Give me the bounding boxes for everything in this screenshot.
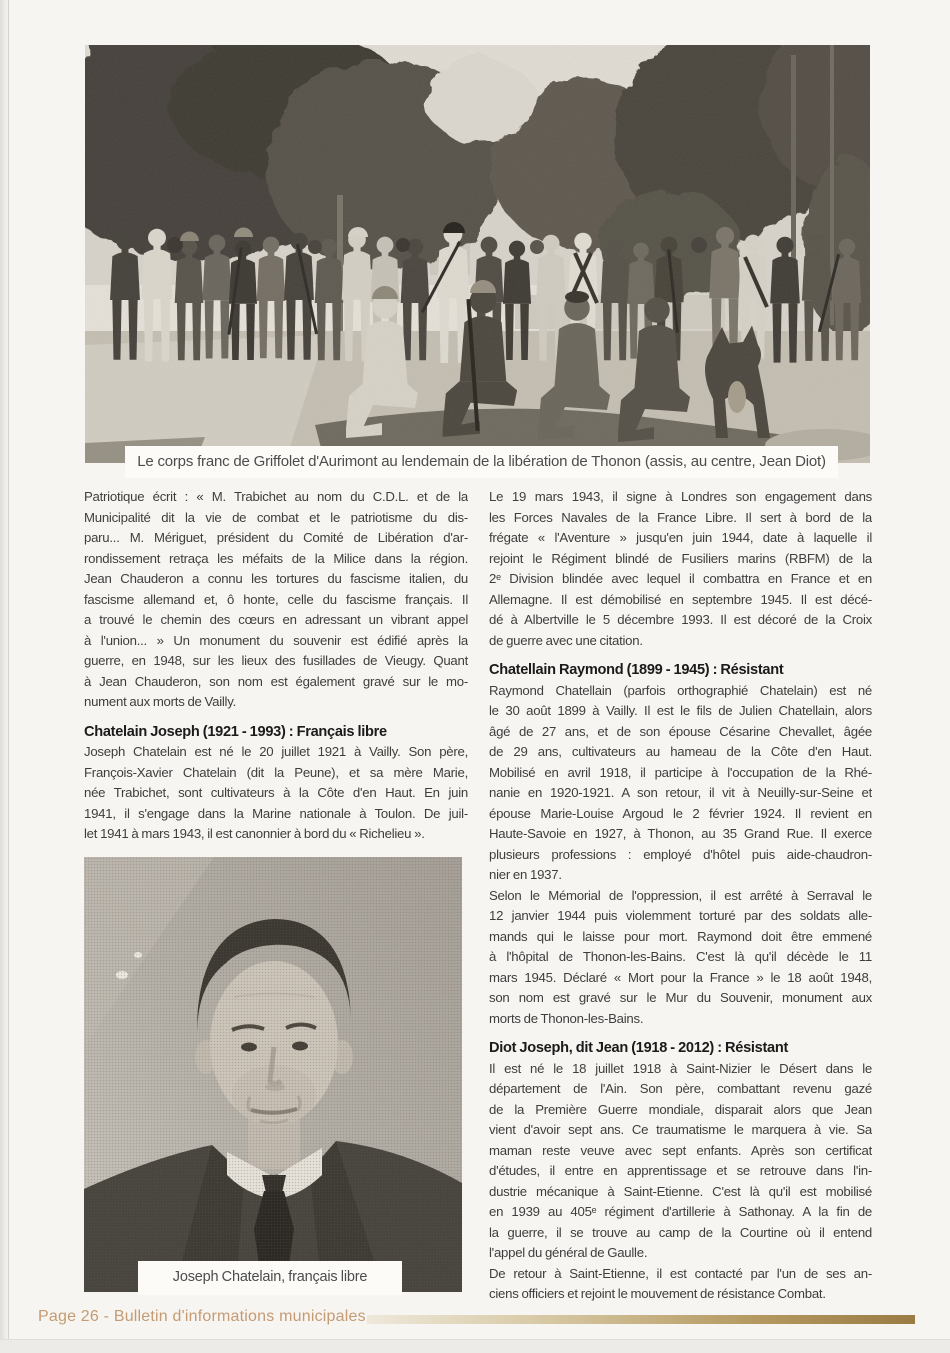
text-line: née Trabichet, sont cultivateurs à la Côte d'en Haut. En juin [84,785,468,800]
photo-grain [85,45,870,463]
text-line: morts de Thonon-les-Bains. [489,1010,644,1026]
section-heading-chatellain-raymond: Chatellain Raymond (1899 - 1945) : Résistant [489,662,784,678]
text-line: nument aux morts de Vailly. [84,694,237,709]
text-line: d'études, il entre en apprentissage et se retrouve dans l'in- [489,1163,872,1178]
text-line: à l'union... » Un monument du souvenir est édifié après la [84,632,468,648]
text-line: maman reste veuve avec sept enfants. Après son certificat [489,1142,872,1158]
text-line: Il est né le 18 juillet 1918 à Saint-Nizier le Désert dans le [489,1060,872,1076]
text-line: à Jean Chauderon, son nom est également gravé sur le mo- [84,673,468,689]
text-line: rejoint le Régiment blindé de Fusiliers marins (RBFM) de la [489,550,872,566]
text-line: épouse Marie-Louise Argoud le 2 février 1924. Il revient en [489,805,872,821]
text-line: paru... M. Mériguet, président du Comité de Libération d'ar- [84,530,468,545]
paragraph-diot-joseph-1 [489,1059,872,1264]
text-line: la guerre, il se trouve au camp de la Courtine où il entend [489,1224,872,1240]
portrait-caption: Joseph Chatelain, français libre [138,1261,402,1295]
text-line: dustrie mécanique à Saint-Etienne. C'est là qu'il est mobilisé [489,1183,872,1199]
text-line: de 29 ans, cultivateurs au hameau de la Côte d'en Haut. [489,744,872,759]
left-column [84,487,468,1305]
right-column [489,487,872,1305]
text-line: mars 1945. Déclaré « Mort pour la France » le 18 août 1948, [489,969,872,985]
text-line: François-Xavier Chatelain (dit la Peune), et sa mère Marie, [84,764,468,780]
paragraph-chatellain-raymond-2 [489,886,872,1030]
paragraph-diot-joseph-2 [489,1264,872,1305]
text-line: son nom est gravé sur le Mur du Souvenir, monument aux [489,990,872,1005]
scan-scratch-line [8,0,9,1353]
text-line: Le 19 mars 1943, il signe à Londres son engagement dans [489,489,872,504]
text-line: frégate « l'Aventure » jusqu'en juin 1944, date à laquelle il [489,530,872,545]
page-footer-text: Page 26 - Bulletin d'informations municipales [38,1308,366,1325]
text-line: département de l'Ain. Son père, combattant revenu gazé [489,1081,872,1096]
text-line: âgé de 27 ans, et de son épouse Césarine Chevallet, âgée [489,723,872,739]
text-line: Joseph Chatelain est né le 20 juillet 1921 à Vailly. Son père, [84,744,468,759]
group-photo [85,45,870,470]
portrait-image [84,857,462,1292]
text-line: mands qui le laisse pour mort. Raymond doit être emmené [489,928,872,944]
text-line: rondissement retraça les méfaits de la Milice dans la région. [84,550,468,566]
paragraph-chatelain-joseph-suite [489,487,872,651]
text-line: à l'hôpital de Thonon-les-Bains. C'est là qu'il décède le 11 [489,949,872,964]
paragraph-chatellain-raymond-1 [489,681,872,886]
section-heading-diot-joseph: Diot Joseph, dit Jean (1918 - 2012) : Résistant [489,1040,789,1056]
text-line: le 30 août 1899 à Vailly. Il est le fils de Julien Chatellain, alors [489,703,872,718]
group-photo-image [85,45,870,463]
text-line: les Forces Navales de la France Libre. Il sert à bord de la [489,509,872,525]
text-line: Mobilisé en avril 1918, il participe à l'occupation de la Rhé- [489,764,872,780]
text-line: Jean Chauderon a connu les tortures du fascisme italien, du [84,571,468,586]
scan-edge-bottom [0,1339,950,1353]
footer-gold-bar [367,1315,915,1324]
section-heading-chatelain-joseph: Chatelain Joseph (1921 - 1993) : Français libre [84,723,387,740]
text-line: fascisme allemand et, ô honte, celle du fascisme français. Il [84,591,468,607]
text-line: 2ᵉ Division blindée avec lequel il combattra en France et en [489,571,872,586]
text-line: dé à Albertville le 5 décembre 1993. Il est décoré de la Croix [489,612,872,627]
text-line: nier en 1937. [489,867,562,882]
text-line: de la Première Guerre mondiale, disparait alors que Jean [489,1101,872,1117]
text-line: Allemagne. Il est démobilisé en septembre 1945. Il est décé- [489,591,872,607]
text-line: l'appel du général de Gaulle. [489,1245,648,1260]
text-line: Patriotique écrit : « M. Trabichet au nom du C.D.L. et de la [84,489,468,504]
photo-grain [84,857,462,1292]
text-line: a trouvé le chemin des cœurs en adressant un vibrant appel [84,612,468,627]
text-line: Raymond Chatellain (parfois orthographié Chatelain) est né [489,682,872,698]
text-line: de guerre avec une citation. [489,632,643,648]
portrait-photo [84,857,462,1292]
text-line: ciens officiers et rejoint le mouvement de résistance Combat. [489,1286,826,1301]
text-line: en 1939 au 405ᵉ régiment d'artillerie à Sathonay. A la fin de [489,1204,872,1219]
text-line: 1941, il s'engage dans la Marine nationale à Toulon. De juil- [84,805,468,821]
text-line: Selon le Mémorial de l'oppression, il est arrêté à Serraval le [489,887,872,903]
text-line: vient d'avoir sept ans. Ce traumatisme le marquera à vie. Sa [489,1122,872,1137]
text-line: Haute-Savoie en 1927, à Thonon, au 35 Grand Rue. Il exerce [489,826,872,841]
text-line: plusieurs professions : employé d'hôtel puis aide-chaudron- [489,846,872,862]
text-line: guerre, en 1948, sur les lieux des fusillades de Vieugy. Quant [84,653,468,668]
paragraph-patriotique [84,487,468,713]
text-line: let 1941 à mars 1943, il est canonnier à bord du « Richelieu ». [84,826,425,841]
paragraph-chatelain-joseph [84,742,468,845]
group-photo-caption: Le corps franc de Griffolet d'Aurimont au lendemain de la libération de Thonon (assis, au centre, Jean Diot) [125,446,838,478]
text-line: 12 janvier 1944 puis violemment torturé par des soldats alle- [489,908,872,923]
text-line: nanie en 1920-1921. A son retour, il vit à Neuilly-sur-Seine et [489,785,872,800]
text-line: Municipalité dit la vie de combat et le patriotisme du dis- [84,509,468,525]
text-line: De retour à Saint-Etienne, il est contacté par l'un de ses an- [489,1265,872,1281]
article-body [84,487,872,1305]
